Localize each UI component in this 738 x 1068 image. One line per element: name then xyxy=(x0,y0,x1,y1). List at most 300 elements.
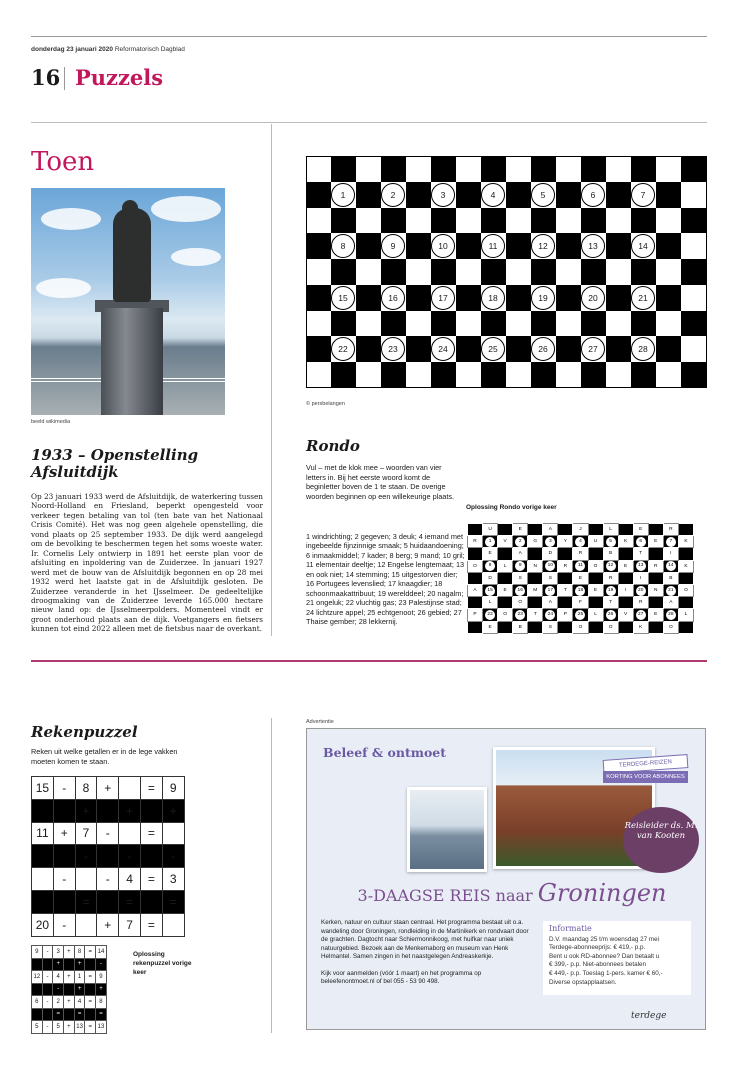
grid-cell xyxy=(556,259,581,285)
grid-cell xyxy=(456,362,481,388)
grid-cell xyxy=(431,259,456,285)
rondo-solution-cell: 28 xyxy=(663,609,678,621)
rondo-solution-cell: E xyxy=(648,536,663,548)
advert-label: Advertentie xyxy=(306,719,334,725)
rondo-solution-cell xyxy=(618,524,633,536)
rekenpuzzel-cell: 15 xyxy=(32,777,54,800)
rekenpuzzel-cell: 13 xyxy=(96,1021,107,1034)
article-body: Op 23 januari 1933 werd de Afsluitdijk, de waterkering tussen Noord-Holland en Friesland, beperkt opengesteld voor verkeer tegen betaling van tol (ten bate van het Nationaal Crisis Comité). Het was nog geen algehele openstelling, die vond plaats op 25 september 1933. De dijk werd aangelegd om de bevolking te beschermen tegen het soms woeste water. Ir. Cornelis Lely ontwierp in 1891 het eerste plan voor de afsluiting en inpoldering van de Zuiderzee. In januari 1927 werd met de bouw van de Afsluitdijk begonnen en op 28 mei 1932 werd het laatste gat in de Afsluitdijk gesloten. De Zuiderzee veranderde in het IJsselmeer. De gedeeltelijke droogmaking van de Zuiderzee leverde 165.000 hectare nieuw land op: de IJsselmeerpolders. Momenteel vindt er groot onderhoud plaats aan de dijk. Voetgangers en fietsers kunnen tot eind 2022 alleen met de fietsbus naar de overkant. xyxy=(31,492,263,634)
rekenpuzzel-cell: = xyxy=(85,946,96,959)
top-rule xyxy=(31,36,707,37)
rekenpuzzel-cell[interactable] xyxy=(162,822,184,845)
rondo-solution-cell: E xyxy=(513,524,528,536)
rondo-solution-cell: U xyxy=(483,524,498,536)
rondo-solution-cell xyxy=(618,548,633,560)
rondo-solution-cell xyxy=(528,524,543,536)
grid-cell xyxy=(506,362,531,388)
rondo-solution-cell xyxy=(588,548,603,560)
grid-cell xyxy=(556,285,581,311)
grid-cell xyxy=(681,311,706,337)
rondo-solution-cell: P xyxy=(468,609,483,621)
section-title: Puzzels xyxy=(75,65,164,90)
grid-cell xyxy=(406,336,431,362)
rekenpuzzel-cell: 13 xyxy=(74,1021,85,1034)
rekenpuzzel-cell: = xyxy=(140,822,162,845)
grid-cell xyxy=(556,336,581,362)
grid-cell xyxy=(631,233,656,259)
rekenpuzzel-cell: 11 xyxy=(32,822,54,845)
rondo-solution-cell: E xyxy=(483,548,498,560)
rekenpuzzel-solution-label: Oplossing rekenpuzzel vorige keer xyxy=(133,951,192,976)
grid-cell xyxy=(506,311,531,337)
rekenpuzzel-cell: 4 xyxy=(74,996,85,1009)
grid-cell xyxy=(606,208,631,234)
rondo-solution-cell: D xyxy=(543,548,558,560)
grid-cell xyxy=(581,285,606,311)
photo-credit: beeld wikimedia xyxy=(31,419,71,425)
rondo-solution-cell: 22 xyxy=(483,609,498,621)
grid-cell xyxy=(356,182,381,208)
rondo-solution-cell: N xyxy=(528,560,543,572)
rekenpuzzel-cell: - xyxy=(42,971,53,984)
rekenpuzzel-cell: 9 xyxy=(96,971,107,984)
rekenpuzzel-cell xyxy=(140,799,162,822)
rondo-solution-cell: I xyxy=(633,572,648,584)
grid-cell xyxy=(506,233,531,259)
grid-cell xyxy=(431,182,456,208)
rondo-solution-cell: L xyxy=(483,597,498,609)
rekenpuzzel-cell: = xyxy=(75,890,97,913)
rekenpuzzel-cell xyxy=(32,983,43,996)
rondo-solution-cell: R xyxy=(663,524,678,536)
grid-cell xyxy=(456,285,481,311)
rondo-solution-cell: T xyxy=(528,609,543,621)
rondo-solution-cell: 12 xyxy=(603,560,618,572)
grid-cell xyxy=(456,311,481,337)
grid-cell xyxy=(481,208,506,234)
rekenpuzzel-cell xyxy=(53,845,75,868)
grid-cell xyxy=(606,285,631,311)
grid-cell xyxy=(631,182,656,208)
rekenpuzzel-cell xyxy=(53,799,75,822)
grid-cell xyxy=(331,182,356,208)
rondo-solution-cell: A xyxy=(543,524,558,536)
grid-cell xyxy=(431,233,456,259)
grid-cell xyxy=(431,285,456,311)
grid-cell xyxy=(306,362,331,388)
rekenpuzzel-cell xyxy=(85,1008,96,1021)
rondo-solution-cell xyxy=(648,597,663,609)
rekenpuzzel-cell: - xyxy=(53,868,75,891)
rekenpuzzel-cell: + xyxy=(64,946,75,959)
rekenpuzzel-cell: = xyxy=(140,777,162,800)
rondo-number: 22 xyxy=(331,337,355,361)
rekenpuzzel-cell[interactable] xyxy=(75,913,97,936)
rondo-solution-cell xyxy=(588,621,603,633)
rondo-solution-cell: T xyxy=(603,597,618,609)
rondo-number: 12 xyxy=(531,234,555,258)
grid-cell xyxy=(481,362,506,388)
grid-cell xyxy=(331,233,356,259)
rekenpuzzel-cell xyxy=(97,799,119,822)
rondo-intro: Vul – met de klok mee – woorden van vier letters in. Bij het eerste woord komt de beginletter boven de 1 te staan. De overige woorden beginnen op een willekeurige plaats. xyxy=(306,463,455,501)
grid-cell xyxy=(681,362,706,388)
rekenpuzzel-cell: - xyxy=(53,913,75,936)
terdege-logo: terdege xyxy=(631,1011,667,1021)
grid-cell xyxy=(581,311,606,337)
rekenpuzzel-cell: 5 xyxy=(53,1021,64,1034)
rekenpuzzel-cell xyxy=(42,1008,53,1021)
grid-cell xyxy=(306,336,331,362)
rekenpuzzel-cell: 8 xyxy=(74,946,85,959)
rondo-solution-cell: R xyxy=(633,597,648,609)
ad-ribbon-terdege-reizen: TERDEGE-REIZEN xyxy=(603,754,689,774)
rekenpuzzel-cell[interactable] xyxy=(119,822,141,845)
grid-cell xyxy=(581,336,606,362)
header-divider xyxy=(64,67,65,90)
grid-cell xyxy=(306,182,331,208)
rekenpuzzel-cell: - xyxy=(119,845,141,868)
rondo-number: 3 xyxy=(431,183,455,207)
rekenpuzzel-cell: + xyxy=(96,983,107,996)
rondo-solution-cell: 13 xyxy=(633,560,648,572)
grid-cell xyxy=(356,362,381,388)
puzzle-credit: © persbelangen xyxy=(306,401,345,407)
rondo-solution-cell xyxy=(588,572,603,584)
grid-cell xyxy=(581,233,606,259)
rondo-solution-cell xyxy=(648,621,663,633)
rondo-number: 24 xyxy=(431,337,455,361)
grid-cell xyxy=(356,336,381,362)
rondo-solution-cell xyxy=(498,621,513,633)
grid-cell xyxy=(306,233,331,259)
rekenpuzzel-cell: 5 xyxy=(32,1021,43,1034)
rekenpuzzel-cell: - xyxy=(42,946,53,959)
rondo-number: 9 xyxy=(381,234,405,258)
rondo-solution-cell xyxy=(588,524,603,536)
rondo-solution-cell: 14 xyxy=(663,560,678,572)
rondo-solution-cell: B xyxy=(663,572,678,584)
rekenpuzzel-cell: + xyxy=(97,913,119,936)
grid-cell xyxy=(481,233,506,259)
rondo-solution-cell: B xyxy=(513,621,528,633)
rekenpuzzel-cell: 1 xyxy=(74,971,85,984)
rondo-solution-cell: S xyxy=(543,621,558,633)
rondo-solution-cell xyxy=(468,572,483,584)
grid-cell xyxy=(581,362,606,388)
rekenpuzzel-cell: 4 xyxy=(53,971,64,984)
rondo-number: 10 xyxy=(431,234,455,258)
rondo-solution-cell: R xyxy=(603,572,618,584)
grid-cell xyxy=(656,362,681,388)
grid-cell xyxy=(356,285,381,311)
rekenpuzzel-cell: = xyxy=(85,1021,96,1034)
rekenpuzzel-cell: - xyxy=(42,1021,53,1034)
grid-cell xyxy=(381,285,406,311)
ad-title: Beleef & ontmoet xyxy=(323,745,447,760)
rekenpuzzel-cell: 7 xyxy=(119,913,141,936)
grid-cell xyxy=(381,182,406,208)
rondo-solution-cell: 9 xyxy=(513,560,528,572)
rondo-solution-cell: O xyxy=(468,560,483,572)
grid-cell xyxy=(431,156,456,182)
grid-cell xyxy=(506,336,531,362)
grid-cell xyxy=(531,362,556,388)
page-number: 16 xyxy=(31,65,61,90)
boat-photo xyxy=(407,787,487,872)
rondo-solution-cell: 18 xyxy=(573,584,588,596)
grid-cell xyxy=(656,208,681,234)
rondo-solution-cell: 26 xyxy=(603,609,618,621)
rekenpuzzel-cell xyxy=(32,799,54,822)
rekenpuzzel-cell: - xyxy=(162,845,184,868)
rekenpuzzel-intro: Reken uit welke getallen er in de lege vakken moeten komen te staan. xyxy=(31,747,178,766)
rondo-solution-cell: E xyxy=(633,524,648,536)
rondo-solution-cell xyxy=(648,548,663,560)
grid-cell xyxy=(531,336,556,362)
rondo-solution-cell: N xyxy=(648,584,663,596)
grid-cell xyxy=(681,285,706,311)
rondo-solution-cell: T xyxy=(558,584,573,596)
grid-cell xyxy=(456,208,481,234)
grid-cell xyxy=(606,362,631,388)
rondo-solution-cell: 15 xyxy=(483,584,498,596)
ad-headline: 3-DAAGSE REIS naar Groningen xyxy=(357,879,667,907)
rondo-number: 5 xyxy=(531,183,555,207)
rondo-solution-cell: 11 xyxy=(573,560,588,572)
rekenpuzzel-cell: + xyxy=(119,799,141,822)
grid-cell xyxy=(481,182,506,208)
rondo-solution-cell: G xyxy=(528,536,543,548)
rekenpuzzel-cell: + xyxy=(74,983,85,996)
rondo-solution-cell: 10 xyxy=(543,560,558,572)
rekenpuzzel-cell: + xyxy=(64,996,75,1009)
rondo-solution-cell xyxy=(678,621,693,633)
rondo-solution-cell: L xyxy=(498,560,513,572)
rekenpuzzel-cell: = xyxy=(96,1008,107,1021)
rondo-solution-cell xyxy=(498,572,513,584)
grid-cell xyxy=(506,259,531,285)
rondo-solution-cell: K xyxy=(618,536,633,548)
rondo-solution-cell xyxy=(498,548,513,560)
rondo-number: 17 xyxy=(431,286,455,310)
grid-cell xyxy=(356,259,381,285)
rondo-solution-cell: O xyxy=(588,560,603,572)
rekenpuzzel-cell xyxy=(53,890,75,913)
rekenpuzzel-cell[interactable] xyxy=(32,868,54,891)
rondo-solution-cell: T xyxy=(633,548,648,560)
rondo-solution-cell: K xyxy=(678,536,693,548)
grid-cell xyxy=(306,208,331,234)
grid-cell xyxy=(606,259,631,285)
grid-cell xyxy=(556,362,581,388)
rondo-solution-cell: O xyxy=(663,621,678,633)
grid-cell xyxy=(681,233,706,259)
grid-cell xyxy=(431,336,456,362)
rekenpuzzel-cell xyxy=(85,958,96,971)
rondo-solution-cell: 23 xyxy=(513,609,528,621)
ad-info-box: Informatie D.V. maandag 25 t/m woensdag 27 mei Terdege-abonneeprijs: € 419,- p.p. Bent u ook RD-abonnee? Dan betaalt u € 399,- p.p. Niet-abonnees betalen € 449,- p.p. Toeslag 1-pers. kamer € 60,- Diverse opstapplaatsen. xyxy=(543,921,691,995)
grid-cell xyxy=(656,233,681,259)
rondo-solution-cell: E xyxy=(618,560,633,572)
rondo-number: 7 xyxy=(631,183,655,207)
grid-cell xyxy=(506,208,531,234)
rondo-solution-cell xyxy=(468,621,483,633)
grid-cell xyxy=(381,233,406,259)
rekenpuzzel-cell xyxy=(64,1008,75,1021)
rekenpuzzel-cell: 12 xyxy=(32,971,43,984)
rondo-number: 13 xyxy=(581,234,605,258)
grid-cell xyxy=(681,336,706,362)
rondo-solution-cell: L xyxy=(678,609,693,621)
grid-cell xyxy=(381,336,406,362)
grid-cell xyxy=(531,311,556,337)
rekenpuzzel-cell: 8 xyxy=(75,777,97,800)
grid-cell xyxy=(381,311,406,337)
grid-cell xyxy=(606,311,631,337)
rekenpuzzel-cell xyxy=(97,890,119,913)
rekenpuzzel-cell xyxy=(64,958,75,971)
rondo-number: 18 xyxy=(481,286,505,310)
rondo-solution-cell: R xyxy=(573,548,588,560)
rondo-solution-cell xyxy=(498,597,513,609)
rondo-solution-cell: E xyxy=(588,584,603,596)
rekenpuzzel-cell: = xyxy=(53,1008,64,1021)
grid-cell xyxy=(631,156,656,182)
grid-cell xyxy=(606,182,631,208)
rondo-solution-cell: 27 xyxy=(633,609,648,621)
rondo-solution-cell: P xyxy=(558,609,573,621)
rondo-number: 16 xyxy=(381,286,405,310)
rondo-solution-cell: 24 xyxy=(543,609,558,621)
rondo-solution-cell: R xyxy=(468,536,483,548)
grid-cell xyxy=(306,285,331,311)
rondo-solution-cell xyxy=(618,621,633,633)
grid-cell xyxy=(356,233,381,259)
rondo-solution-cell: 19 xyxy=(603,584,618,596)
rekenpuzzel-cell xyxy=(32,845,54,868)
rekenpuzzel-cell: - xyxy=(53,983,64,996)
rekenpuzzel-cell xyxy=(42,983,53,996)
rekenpuzzel-cell[interactable] xyxy=(162,913,184,936)
rekenpuzzel-cell: = xyxy=(162,890,184,913)
rondo-number: 23 xyxy=(381,337,405,361)
rondo-solution-cell xyxy=(468,548,483,560)
rekenpuzzel-cell xyxy=(140,845,162,868)
grid-cell xyxy=(406,233,431,259)
rekenpuzzel-cell: + xyxy=(64,1021,75,1034)
grid-cell xyxy=(581,208,606,234)
rondo-number: 8 xyxy=(331,234,355,258)
grid-cell xyxy=(306,311,331,337)
ad-ribbon-discount: KORTING VOOR ABONNEES xyxy=(603,771,688,783)
rekenpuzzel-cell: 9 xyxy=(32,946,43,959)
rondo-solution-cell: A xyxy=(663,597,678,609)
grid-cell xyxy=(506,285,531,311)
grid-cell xyxy=(506,182,531,208)
grid-cell xyxy=(631,362,656,388)
grid-cell xyxy=(681,156,706,182)
rekenpuzzel-cell: 20 xyxy=(32,913,54,936)
rondo-solution-cell xyxy=(468,597,483,609)
rekenpuzzel-cell: 8 xyxy=(96,996,107,1009)
grid-cell xyxy=(456,233,481,259)
grid-cell xyxy=(531,208,556,234)
advertisement[interactable] xyxy=(306,728,706,1030)
rondo-solution-cell: 5 xyxy=(603,536,618,548)
rondo-solution-cell: V xyxy=(498,536,513,548)
rekenpuzzel-cell xyxy=(42,958,53,971)
grid-cell xyxy=(331,311,356,337)
grid-cell xyxy=(381,156,406,182)
grid-cell xyxy=(656,311,681,337)
rekenpuzzel-cell[interactable] xyxy=(75,868,97,891)
grid-cell xyxy=(506,156,531,182)
grid-cell xyxy=(581,182,606,208)
rekenpuzzel-cell: 9 xyxy=(162,777,184,800)
rekenpuzzel-cell xyxy=(32,890,54,913)
grid-cell xyxy=(406,311,431,337)
rondo-solution-cell xyxy=(468,524,483,536)
grid-cell xyxy=(656,156,681,182)
statue-photo xyxy=(31,188,225,415)
rondo-solution-cell: A xyxy=(468,584,483,596)
rondo-solution-title: Oplossing Rondo vorige keer xyxy=(466,504,557,511)
rondo-solution-cell: 8 xyxy=(483,560,498,572)
rondo-solution-cell: O xyxy=(573,621,588,633)
grid-cell xyxy=(406,285,431,311)
rondo-solution-cell: J xyxy=(573,524,588,536)
rekenpuzzel-cell: + xyxy=(64,971,75,984)
grid-cell xyxy=(681,259,706,285)
rondo-solution-cell xyxy=(558,597,573,609)
rondo-solution-cell: E xyxy=(498,584,513,596)
rondo-solution-cell: E xyxy=(483,621,498,633)
grid-cell xyxy=(431,311,456,337)
rondo-solution-cell xyxy=(618,597,633,609)
rondo-solution-cell: 20 xyxy=(633,584,648,596)
rondo-solution-cell xyxy=(558,524,573,536)
rekenpuzzel-cell: = xyxy=(140,868,162,891)
rekenpuzzel-cell: - xyxy=(96,958,107,971)
grid-cell xyxy=(356,208,381,234)
grid-cell xyxy=(381,259,406,285)
grid-cell xyxy=(481,336,506,362)
rondo-solution-cell xyxy=(528,572,543,584)
rekenpuzzel-cell: + xyxy=(53,958,64,971)
grid-cell xyxy=(481,285,506,311)
grid-cell xyxy=(431,362,456,388)
rondo-number: 26 xyxy=(531,337,555,361)
rondo-solution-cell: U xyxy=(588,536,603,548)
rekenpuzzel-cell[interactable] xyxy=(119,777,141,800)
grid-cell xyxy=(306,259,331,285)
rondo-solution-cell: S xyxy=(543,572,558,584)
grid-cell xyxy=(331,156,356,182)
grid-cell xyxy=(656,259,681,285)
rekenpuzzel-cell: 4 xyxy=(119,868,141,891)
grid-cell xyxy=(456,156,481,182)
rondo-title: Rondo xyxy=(306,437,360,455)
rekenpuzzel-cell: - xyxy=(53,777,75,800)
rekenpuzzel-cell: 7 xyxy=(75,822,97,845)
grid-cell xyxy=(481,259,506,285)
rekenpuzzel-cell: - xyxy=(97,822,119,845)
rondo-solution-cell xyxy=(648,572,663,584)
rekenpuzzel-cell xyxy=(32,958,43,971)
ad-guide-badge: Reisleider ds. M. van Kooten xyxy=(623,807,699,873)
rondo-solution-cell: 4 xyxy=(573,536,588,548)
